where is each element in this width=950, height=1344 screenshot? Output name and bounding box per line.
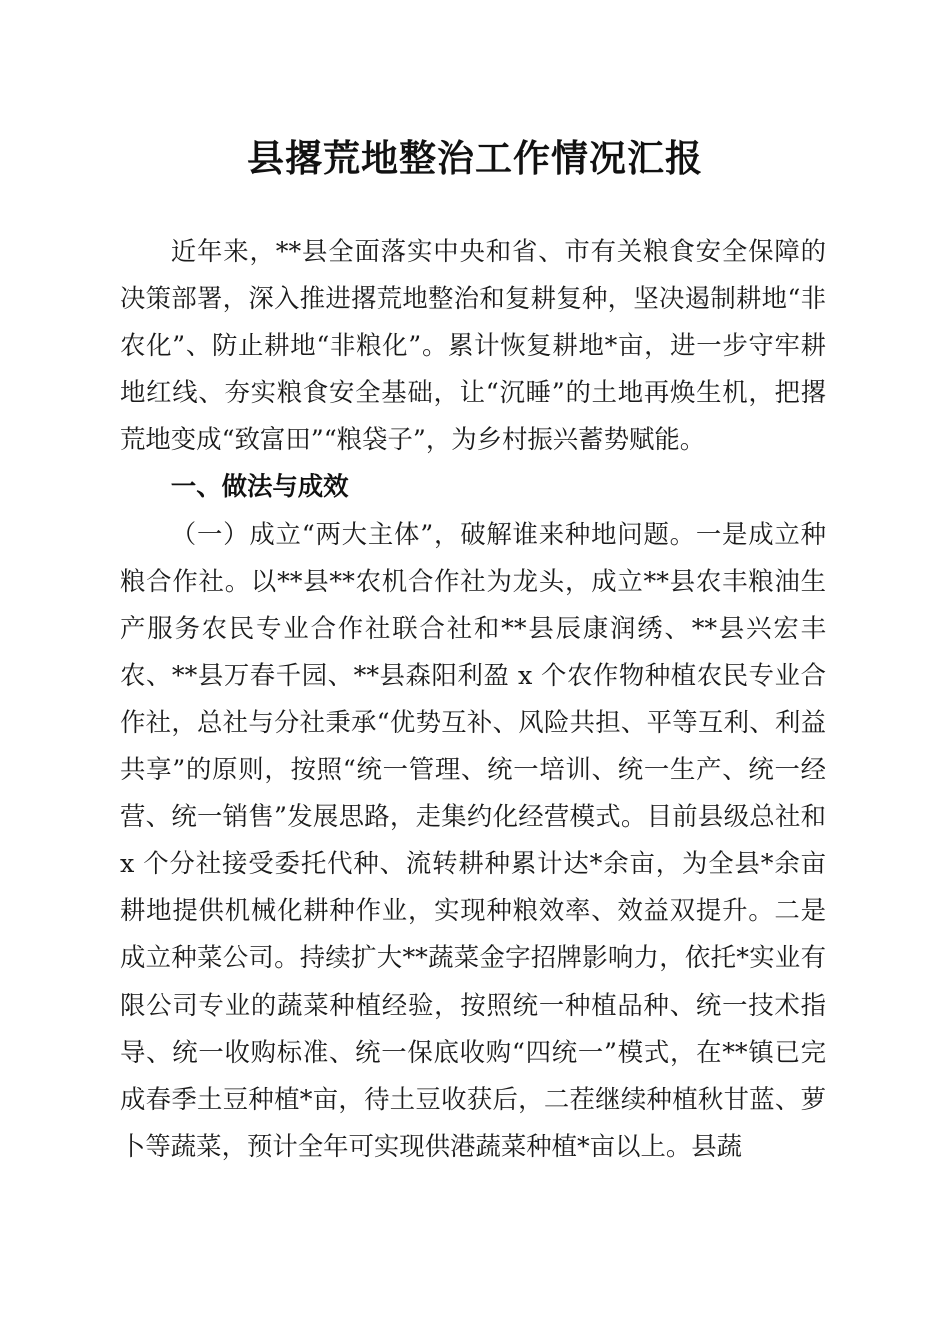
section-paragraph-two-entities: （一）成立“两大主体”，破解谁来种地问题。一是成立种粮合作社。以**县**农机合作社为龙头，成立**县农丰粮油生产服务农民专业合作社联合社和**县辰康润绣、**县兴宏丰农、**县万春千园、**县森阳利盈 x 个农作物种植农民专业合作社，总社与分社秉承“优势互补、风险共担、平等互利、利益共享”的原则，按照“统一管理、统一培训、统一生产、统一经营、统一销售”发展思路，走集约化经营模式。目前县级总社和 x 个分社接受委托代种、流转耕种累计达*余亩，为全县*余亩耕地提供机械化耕种作业，实现种粮效率、效益双提升。二是成立种菜公司。持续扩大**蔬菜金字招牌影响力，依托*实业有限公司专业的蔬菜种植经验，按照统一种植品种、统一技术指导、统一收购标准、统一保底收购“四统一”模式，在**镇已完成春季土豆种植*亩，待土豆收获后，二茬继续种植秋甘蓝、萝卜等蔬菜，预计全年可实现供港蔬菜种植*亩以上。县蔬 <box>120 518 826 1161</box>
intro-paragraph: 近年来，**县全面落实中央和省、市有关粮食安全保障的决策部署，深入推进撂荒地整治和复耕复种，坚决遏制耕地“非农化”、防止耕地“非粮化”。累计恢复耕地*亩，进一步守牢耕地红线、夯实粮食安全基础，让“沉睡”的土地再焕生机，把撂荒地变成“致富田”“粮袋子”，为乡村振兴蓄势赋能。 <box>120 236 826 455</box>
document-body <box>120 228 826 1170</box>
section-heading-practices-results: 一、做法与成效 <box>170 471 349 502</box>
document-title: 县撂荒地整治工作情况汇报 <box>247 136 703 180</box>
